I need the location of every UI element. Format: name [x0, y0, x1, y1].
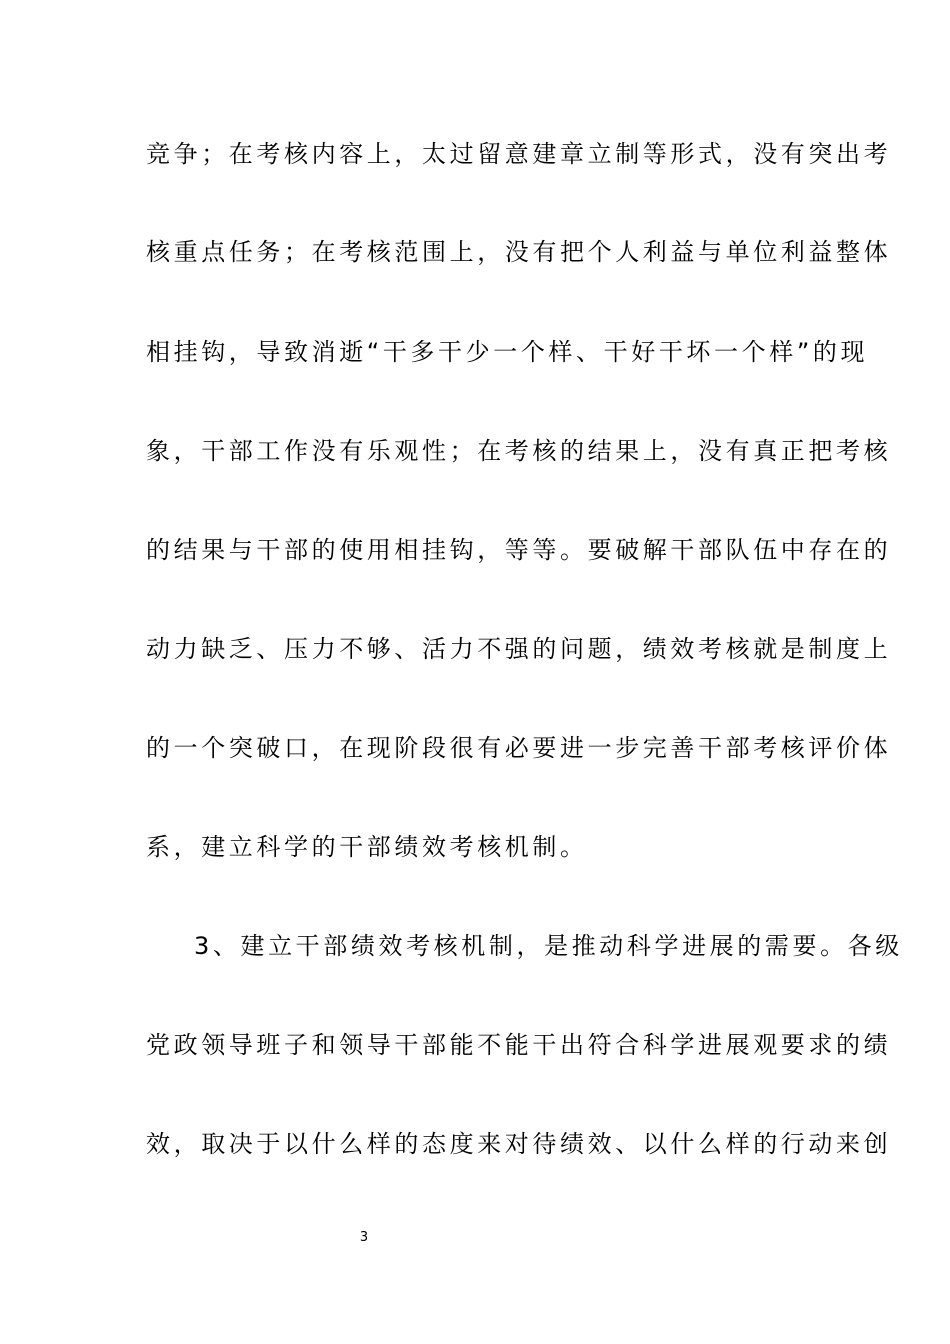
page-number: 3: [359, 1230, 369, 1245]
paragraph-start-line: 3、建立干部绩效考核机制，是推动科学进展的需要。各级: [194, 932, 903, 960]
text-line: 的结果与干部的使用相挂钩，等等。要破解干部队伍中存在的: [146, 536, 892, 564]
text-line: 党政领导班子和领导干部能不能干出符合科学进展观要求的绩: [146, 1031, 892, 1059]
text-line: 动力缺乏、压力不够、活力不强的问题，绩效考核就是制度上: [146, 635, 892, 663]
text-line: 相挂钩，导致消逝“干多干少一个样、干好干坏一个样”的现: [146, 338, 869, 366]
text-line: 的一个突破口，在现阶段很有必要进一步完善干部考核评价体: [146, 734, 892, 762]
text-line: 竞争；在考核内容上，太过留意建章立制等形式，没有突出考: [146, 140, 892, 168]
text-line: 效，取决于以什么样的态度来对待绩效、以什么样的行动来创: [146, 1130, 892, 1158]
text-line: 核重点任务；在考核范围上，没有把个人利益与单位利益整体: [146, 238, 892, 266]
text-line: 系，建立科学的干部绩效考核机制。: [146, 833, 588, 861]
text-line: 象，干部工作没有乐观性；在考核的结果上，没有真正把考核: [146, 437, 892, 465]
